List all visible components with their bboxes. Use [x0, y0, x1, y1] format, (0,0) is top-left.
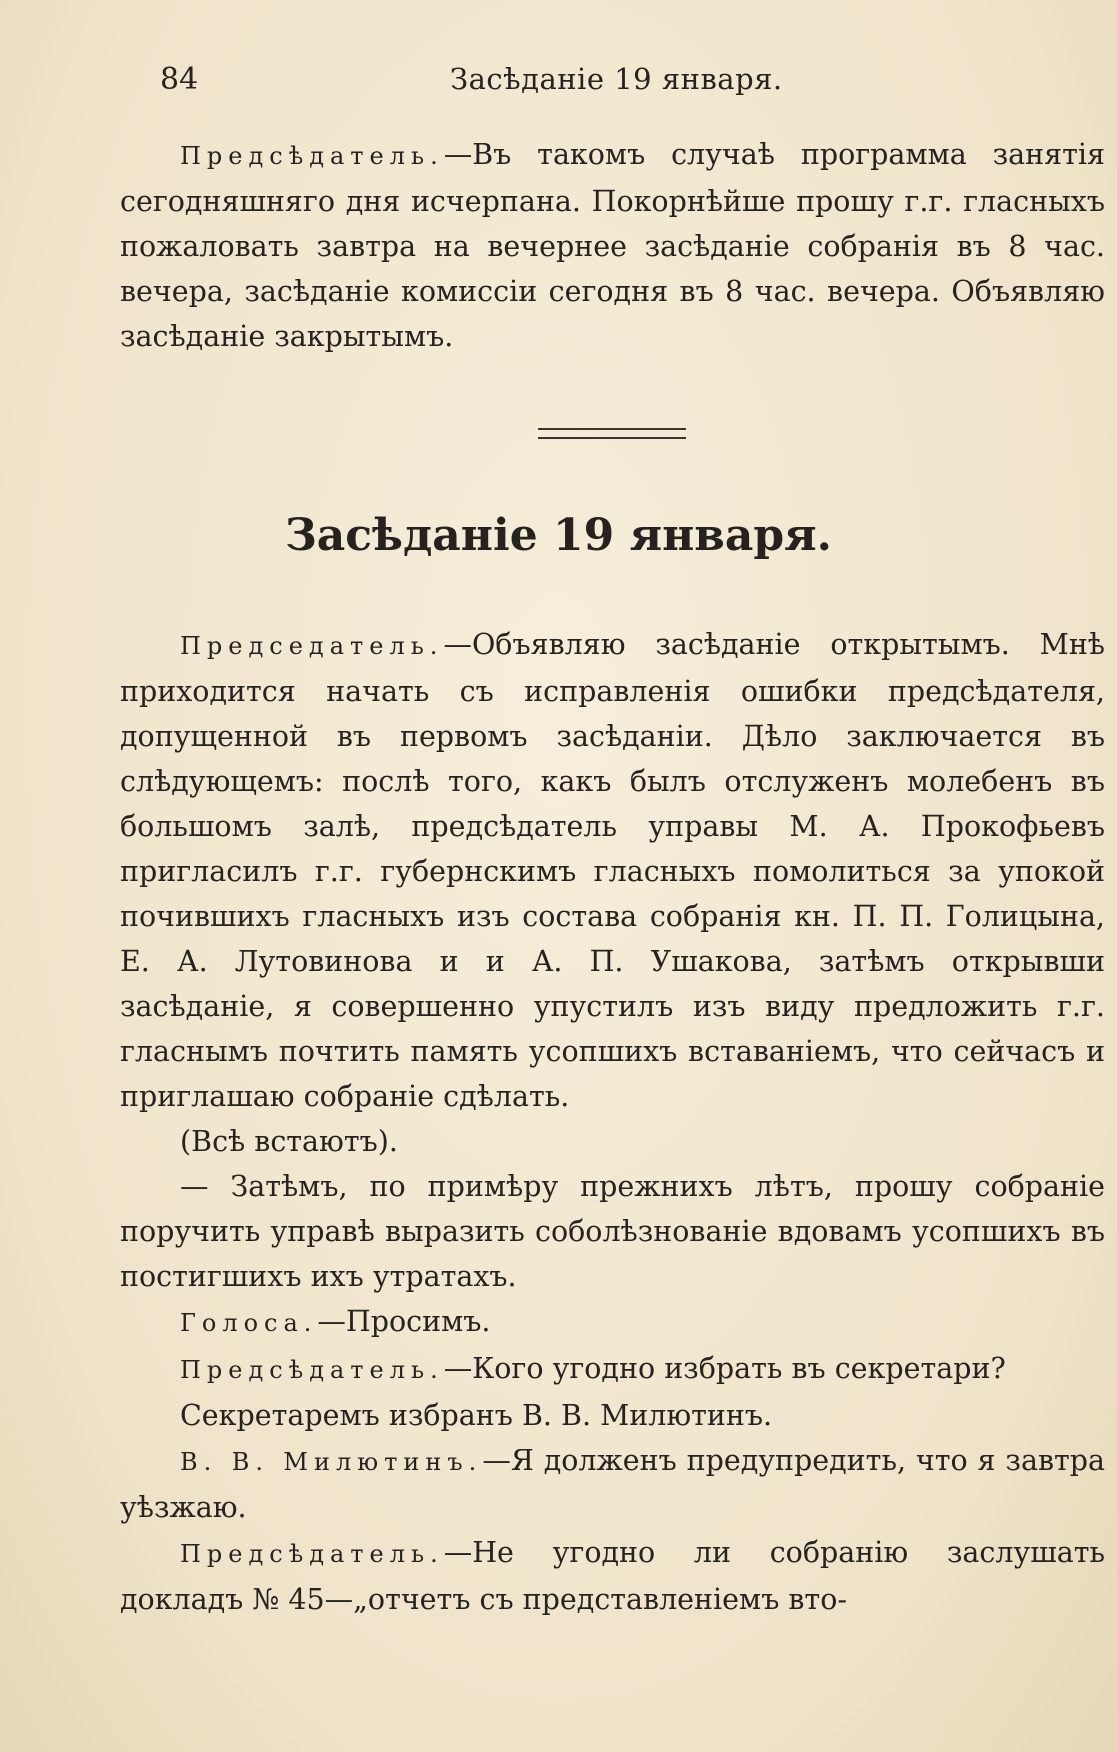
session-body [120, 622, 1105, 1622]
paragraph-text: (Всѣ встаютъ). [180, 1125, 398, 1158]
speaker-name: Предсѣдатель. [180, 1356, 444, 1384]
paragraph [120, 1164, 1105, 1299]
speaker-name: Председатель. [180, 632, 444, 660]
speaker-name: В. В. Милютинъ. [180, 1448, 483, 1476]
paragraph-text: —Я долженъ предупредить, что я завтра уѣзжаю. [120, 1444, 1105, 1524]
paragraph [120, 1393, 1105, 1438]
paragraph [120, 1299, 1105, 1346]
section-title: Засѣданіе 19 января. [285, 510, 832, 561]
speaker-name: Предсѣдатель. [180, 142, 444, 170]
paragraph-text: Секретаремъ избранъ В. В. Милютинъ. [180, 1399, 773, 1432]
paragraph [120, 622, 1105, 1119]
paragraph [120, 1346, 1105, 1393]
section-divider [538, 428, 686, 439]
paragraph-text: —Въ такомъ случаѣ программа занятія сегодняшняго дня исчерпана. Покорнѣйше прошу г.г. гласныхъ пожаловать завтра на вечернее засѣданіе собранія въ 8 час. вечера, засѣданіе комиссіи сегодня въ 8 час. вечера. Объявляю засѣданіе закрытымъ. [120, 138, 1105, 353]
paragraph-text: —Не угодно ли собранію заслушать докладъ № 45—„отчетъ съ представленіемъ вто- [120, 1536, 1105, 1616]
paragraph-text: —Объявляю засѣданіе открытымъ. Мнѣ приходится начать съ исправленія ошибки предсѣдателя, допущенной въ первомъ засѣданіи. Дѣло заключается въ слѣдующемъ: послѣ того, какъ былъ отслуженъ молебенъ въ большомъ залѣ, предсѣдатель управы М. А. Прокофьевъ пригласилъ г.г. губернскимъ гласныхъ помолиться за упокой почившихъ гласныхъ изъ состава собранія кн. П. П. Голицына, Е. А. Лутовинова и и А. П. Ушакова, затѣмъ открывши засѣданіе, я совершенно упустилъ изъ виду предложить г.г. гласнымъ почтить память усопшихъ вставаніемъ, что сейчасъ и приглашаю собраніе сдѣлать. [120, 628, 1105, 1113]
speaker-name: Голоса. [180, 1309, 318, 1337]
paragraph-text: —Просимъ. [317, 1305, 491, 1338]
paragraph-text: — Затѣмъ, по примѣру прежнихъ лѣтъ, прошу собраніе поручить управѣ выразить соболѣзнованіе вдовамъ усопшихъ въ постигшихъ ихъ утратахъ. [120, 1170, 1105, 1293]
paragraph [120, 1530, 1105, 1622]
paragraph-text: —Кого угодно избрать въ секретари? [443, 1352, 1006, 1385]
speaker-name: Предсѣдатель. [180, 1540, 444, 1568]
paragraph [120, 1438, 1105, 1530]
running-head: Засѣданіе 19 января. [450, 62, 783, 96]
page-header [0, 62, 1117, 102]
paragraph [120, 132, 1105, 359]
page-number: 84 [160, 62, 199, 97]
paragraph [120, 1119, 1105, 1164]
previous-session-closing [120, 132, 1105, 359]
